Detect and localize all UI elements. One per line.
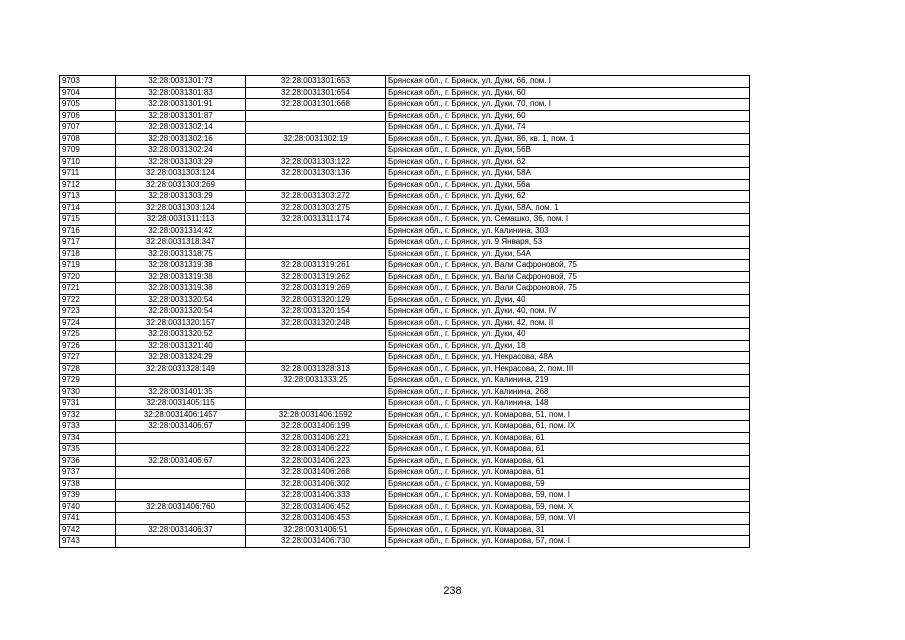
land-cadastral-number-cell: 32:28:0031406:67 — [116, 421, 246, 433]
table-row — [60, 156, 750, 168]
land-cadastral-number-cell: 32:28:0031319:38 — [116, 260, 246, 272]
land-cadastral-number-cell: 32:28:0031318:75 — [116, 248, 246, 260]
row-number-cell: 9737 — [60, 467, 116, 479]
row-number-cell: 9727 — [60, 352, 116, 364]
row-number-cell: 9712 — [60, 179, 116, 191]
object-cadastral-number-cell: 32:28:0031406:452 — [246, 501, 386, 513]
address-cell: Брянская обл., г. Брянск, ул. Комарова, 61, пом. IX — [386, 421, 750, 433]
row-number-cell: 9707 — [60, 122, 116, 134]
row-number-cell: 9743 — [60, 536, 116, 548]
row-number-cell: 9738 — [60, 478, 116, 490]
object-cadastral-number-cell: 32:28:0031311:174 — [246, 214, 386, 226]
table-row — [60, 513, 750, 525]
object-cadastral-number-cell: 32:28:0031406:453 — [246, 513, 386, 525]
table-row — [60, 260, 750, 272]
address-cell: Брянская обл., г. Брянск, ул. Калинина, 148 — [386, 398, 750, 410]
object-cadastral-number-cell: 32:28:0031303:122 — [246, 156, 386, 168]
land-cadastral-number-cell: 32:28:0031320:54 — [116, 306, 246, 318]
land-cadastral-number-cell: 32:28:0031321:40 — [116, 340, 246, 352]
table-row — [60, 478, 750, 490]
row-number-cell: 9733 — [60, 421, 116, 433]
table-row — [60, 202, 750, 214]
object-cadastral-number-cell: 32:28:0031406:268 — [246, 467, 386, 479]
table-row — [60, 179, 750, 191]
address-cell: Брянская обл., г. Брянск, ул. Комарова, 59, пом. X — [386, 501, 750, 513]
object-cadastral-number-cell: 32:28:0031301:653 — [246, 76, 386, 88]
table-row — [60, 133, 750, 145]
land-cadastral-number-cell: 32:28:0031320:52 — [116, 329, 246, 341]
table-row — [60, 145, 750, 157]
object-cadastral-number-cell — [246, 248, 386, 260]
table-row — [60, 536, 750, 548]
address-cell: Брянская обл., г. Брянск, ул. Дуки, 62 — [386, 156, 750, 168]
object-cadastral-number-cell — [246, 237, 386, 249]
land-cadastral-number-cell: 32:28:0031318:347 — [116, 237, 246, 249]
land-cadastral-number-cell: 32:28:0031328:149 — [116, 363, 246, 375]
table-row — [60, 455, 750, 467]
row-number-cell: 9717 — [60, 237, 116, 249]
table-row — [60, 237, 750, 249]
row-number-cell: 9735 — [60, 444, 116, 456]
object-cadastral-number-cell: 32:28:0031303:136 — [246, 168, 386, 180]
object-cadastral-number-cell: 32:28:0031328:313 — [246, 363, 386, 375]
row-number-cell: 9716 — [60, 225, 116, 237]
row-number-cell: 9732 — [60, 409, 116, 421]
address-cell: Брянская обл., г. Брянск, ул. Калинина, 303 — [386, 225, 750, 237]
land-cadastral-number-cell: 32:28:0031301:83 — [116, 87, 246, 99]
object-cadastral-number-cell: 32:28:0031301:654 — [246, 87, 386, 99]
land-cadastral-number-cell — [116, 375, 246, 387]
table-row — [60, 76, 750, 88]
land-cadastral-number-cell: 32:28:0031320:157 — [116, 317, 246, 329]
table-row — [60, 524, 750, 536]
object-cadastral-number-cell — [246, 122, 386, 134]
object-cadastral-number-cell: 32:28:0031320:248 — [246, 317, 386, 329]
land-cadastral-number-cell: 32:28:0031401:35 — [116, 386, 246, 398]
object-cadastral-number-cell: 32:28:0031301:668 — [246, 99, 386, 111]
object-cadastral-number-cell: 32:28:0031406:51 — [246, 524, 386, 536]
row-number-cell: 9726 — [60, 340, 116, 352]
address-cell: Брянская обл., г. Брянск, ул. Дуки, 58А, пом. 1 — [386, 202, 750, 214]
land-cadastral-number-cell: 32:28:0031303:29 — [116, 156, 246, 168]
row-number-cell: 9718 — [60, 248, 116, 260]
table-row — [60, 99, 750, 111]
object-cadastral-number-cell: 32:28:0031406:730 — [246, 536, 386, 548]
land-cadastral-number-cell: 32:28:0031311:113 — [116, 214, 246, 226]
table-row — [60, 87, 750, 99]
land-cadastral-number-cell: 32:28:0031303:124 — [116, 168, 246, 180]
address-cell: Брянская обл., г. Брянск, ул. Вали Сафроновой, 75 — [386, 260, 750, 272]
address-cell: Брянская обл., г. Брянск, ул. Дуки, 60 — [386, 110, 750, 122]
table-row — [60, 398, 750, 410]
address-cell: Брянская обл., г. Брянск, ул. Дуки, 66, пом. I — [386, 76, 750, 88]
land-cadastral-number-cell: 32:28:0031301:87 — [116, 110, 246, 122]
address-cell: Брянская обл., г. Брянск, ул. Дуки, 74 — [386, 122, 750, 134]
object-cadastral-number-cell: 32:28:0031406:199 — [246, 421, 386, 433]
address-cell: Брянская обл., г. Брянск, ул. 9 Января, 53 — [386, 237, 750, 249]
land-cadastral-number-cell: 32:28:0031302:24 — [116, 145, 246, 157]
row-number-cell: 9704 — [60, 87, 116, 99]
object-cadastral-number-cell: 32:28:0031302:19 — [246, 133, 386, 145]
address-cell: Брянская обл., г. Брянск, ул. Дуки, 18 — [386, 340, 750, 352]
address-cell: Брянская обл., г. Брянск, ул. Комарова, 59, пом. VI — [386, 513, 750, 525]
land-cadastral-number-cell — [116, 432, 246, 444]
row-number-cell: 9734 — [60, 432, 116, 444]
address-cell: Брянская обл., г. Брянск, ул. Семашко, 36, пом. I — [386, 214, 750, 226]
table-row — [60, 168, 750, 180]
object-cadastral-number-cell: 32:28:0031406:1592 — [246, 409, 386, 421]
address-cell: Брянская обл., г. Брянск, ул. Дуки, 54А — [386, 248, 750, 260]
object-cadastral-number-cell — [246, 398, 386, 410]
row-number-cell: 9742 — [60, 524, 116, 536]
row-number-cell: 9708 — [60, 133, 116, 145]
object-cadastral-number-cell — [246, 145, 386, 157]
table-row — [60, 352, 750, 364]
table-row — [60, 490, 750, 502]
row-number-cell: 9720 — [60, 271, 116, 283]
land-cadastral-number-cell — [116, 536, 246, 548]
address-cell: Брянская обл., г. Брянск, ул. Дуки, 58А — [386, 168, 750, 180]
object-cadastral-number-cell: 32:28:0031319:262 — [246, 271, 386, 283]
land-cadastral-number-cell — [116, 513, 246, 525]
table-row — [60, 467, 750, 479]
row-number-cell: 9715 — [60, 214, 116, 226]
row-number-cell: 9711 — [60, 168, 116, 180]
land-cadastral-number-cell: 32:28:0031319:38 — [116, 283, 246, 295]
object-cadastral-number-cell: 32:28:0031320:129 — [246, 294, 386, 306]
object-cadastral-number-cell: 32:28:0031333:25 — [246, 375, 386, 387]
address-cell: Брянская обл., г. Брянск, ул. Вали Сафроновой, 75 — [386, 271, 750, 283]
row-number-cell: 9728 — [60, 363, 116, 375]
land-cadastral-number-cell: 32:28:0031406:760 — [116, 501, 246, 513]
row-number-cell: 9723 — [60, 306, 116, 318]
table-row — [60, 421, 750, 433]
table-row — [60, 501, 750, 513]
address-cell: Брянская обл., г. Брянск, ул. Комарова, 31 — [386, 524, 750, 536]
address-cell: Брянская обл., г. Брянск, ул. Комарова, 61 — [386, 467, 750, 479]
address-cell: Брянская обл., г. Брянск, ул. Комарова, 51, пом. I — [386, 409, 750, 421]
object-cadastral-number-cell — [246, 352, 386, 364]
row-number-cell: 9719 — [60, 260, 116, 272]
table-body — [60, 76, 750, 548]
object-cadastral-number-cell: 32:28:0031406:221 — [246, 432, 386, 444]
land-cadastral-number-cell: 32:28:0031301:73 — [116, 76, 246, 88]
table-row — [60, 409, 750, 421]
address-cell: Брянская обл., г. Брянск, ул. Некрасова, 2, пом. III — [386, 363, 750, 375]
address-cell: Брянская обл., г. Брянск, ул. Вали Сафроновой, 75 — [386, 283, 750, 295]
object-cadastral-number-cell: 32:28:0031406:223 — [246, 455, 386, 467]
row-number-cell: 9725 — [60, 329, 116, 341]
table-row — [60, 306, 750, 318]
land-cadastral-number-cell: 32:28:0031324:29 — [116, 352, 246, 364]
address-cell: Брянская обл., г. Брянск, ул. Дуки, 56В — [386, 145, 750, 157]
address-cell: Брянская обл., г. Брянск, ул. Дуки, 40 — [386, 329, 750, 341]
address-cell: Брянская обл., г. Брянск, ул. Дуки, 62 — [386, 191, 750, 203]
land-cadastral-number-cell — [116, 467, 246, 479]
address-cell: Брянская обл., г. Брянск, ул. Некрасова, 48А — [386, 352, 750, 364]
table-row — [60, 283, 750, 295]
address-cell: Брянская обл., г. Брянск, ул. Дуки, 70, пом. I — [386, 99, 750, 111]
table-row — [60, 271, 750, 283]
object-cadastral-number-cell — [246, 110, 386, 122]
object-cadastral-number-cell: 32:28:0031406:333 — [246, 490, 386, 502]
row-number-cell: 9741 — [60, 513, 116, 525]
land-cadastral-number-cell: 32:28:0031303:269 — [116, 179, 246, 191]
table-row — [60, 340, 750, 352]
address-cell: Брянская обл., г. Брянск, ул. Комарова, 57, пом. I — [386, 536, 750, 548]
row-number-cell: 9703 — [60, 76, 116, 88]
address-cell: Брянская обл., г. Брянск, ул. Дуки, 56а — [386, 179, 750, 191]
row-number-cell: 9730 — [60, 386, 116, 398]
land-cadastral-number-cell: 32:28:0031319:38 — [116, 271, 246, 283]
land-cadastral-number-cell: 32:28:0031302:16 — [116, 133, 246, 145]
land-cadastral-number-cell: 32:28:0031405:115 — [116, 398, 246, 410]
row-number-cell: 9721 — [60, 283, 116, 295]
table-row — [60, 122, 750, 134]
row-number-cell: 9736 — [60, 455, 116, 467]
row-number-cell: 9722 — [60, 294, 116, 306]
address-cell: Брянская обл., г. Брянск, ул. Комарова, 61 — [386, 444, 750, 456]
table-row — [60, 317, 750, 329]
row-number-cell: 9729 — [60, 375, 116, 387]
land-cadastral-number-cell: 32:28:0031320:54 — [116, 294, 246, 306]
row-number-cell: 9706 — [60, 110, 116, 122]
table-row — [60, 294, 750, 306]
object-cadastral-number-cell: 32:28:0031406:302 — [246, 478, 386, 490]
table-row — [60, 363, 750, 375]
address-cell: Брянская обл., г. Брянск, ул. Дуки, 42, пом. II — [386, 317, 750, 329]
land-cadastral-number-cell: 32:28:0031314:42 — [116, 225, 246, 237]
table-row — [60, 225, 750, 237]
row-number-cell: 9739 — [60, 490, 116, 502]
row-number-cell: 9724 — [60, 317, 116, 329]
table-row — [60, 386, 750, 398]
object-cadastral-number-cell — [246, 386, 386, 398]
object-cadastral-number-cell: 32:28:0031406:222 — [246, 444, 386, 456]
row-number-cell: 9740 — [60, 501, 116, 513]
address-cell: Брянская обл., г. Брянск, ул. Калинина, 268 — [386, 386, 750, 398]
land-cadastral-number-cell: 32:28:0031406:67 — [116, 455, 246, 467]
object-cadastral-number-cell — [246, 329, 386, 341]
land-cadastral-number-cell: 32:28:0031301:91 — [116, 99, 246, 111]
land-cadastral-number-cell: 32:28:0031406:1457 — [116, 409, 246, 421]
object-cadastral-number-cell — [246, 179, 386, 191]
object-cadastral-number-cell: 32:28:0031303:272 — [246, 191, 386, 203]
address-cell: Брянская обл., г. Брянск, ул. Дуки, 40 — [386, 294, 750, 306]
table-row — [60, 110, 750, 122]
land-cadastral-number-cell: 32:28:0031303:29 — [116, 191, 246, 203]
object-cadastral-number-cell: 32:28:0031320:154 — [246, 306, 386, 318]
table-row — [60, 214, 750, 226]
table-row — [60, 248, 750, 260]
table-row — [60, 444, 750, 456]
address-cell: Брянская обл., г. Брянск, ул. Комарова, 61 — [386, 432, 750, 444]
address-cell: Брянская обл., г. Брянск, ул. Дуки, 60 — [386, 87, 750, 99]
table-row — [60, 329, 750, 341]
address-cell: Брянская обл., г. Брянск, ул. Дуки, 40, пом. IV — [386, 306, 750, 318]
table-row — [60, 191, 750, 203]
object-cadastral-number-cell: 32:28:0031319:261 — [246, 260, 386, 272]
object-cadastral-number-cell — [246, 225, 386, 237]
address-cell: Брянская обл., г. Брянск, ул. Комарова, 61 — [386, 455, 750, 467]
row-number-cell: 9709 — [60, 145, 116, 157]
row-number-cell: 9713 — [60, 191, 116, 203]
row-number-cell: 9714 — [60, 202, 116, 214]
object-cadastral-number-cell: 32:28:0031303:275 — [246, 202, 386, 214]
object-cadastral-number-cell — [246, 340, 386, 352]
land-cadastral-number-cell — [116, 490, 246, 502]
land-cadastral-number-cell — [116, 478, 246, 490]
land-cadastral-number-cell: 32:28:0031406:37 — [116, 524, 246, 536]
address-cell: Брянская обл., г. Брянск, ул. Калинина, 219 — [386, 375, 750, 387]
land-cadastral-number-cell: 32:28:0031302:14 — [116, 122, 246, 134]
object-cadastral-number-cell: 32:28:0031319:269 — [246, 283, 386, 295]
table-row — [60, 432, 750, 444]
address-cell: Брянская обл., г. Брянск, ул. Комарова, 59 — [386, 478, 750, 490]
address-cell: Брянская обл., г. Брянск, ул. Комарова, 59, пом. I — [386, 490, 750, 502]
row-number-cell: 9705 — [60, 99, 116, 111]
land-cadastral-number-cell: 32:28:0031303:124 — [116, 202, 246, 214]
address-cell: Брянская обл., г. Брянск, ул. Дуки, 86, кв. 1, пом. 1 — [386, 133, 750, 145]
table-row — [60, 375, 750, 387]
row-number-cell: 9710 — [60, 156, 116, 168]
property-table — [59, 75, 750, 548]
land-cadastral-number-cell — [116, 444, 246, 456]
page-number: 238 — [443, 585, 462, 597]
row-number-cell: 9731 — [60, 398, 116, 410]
